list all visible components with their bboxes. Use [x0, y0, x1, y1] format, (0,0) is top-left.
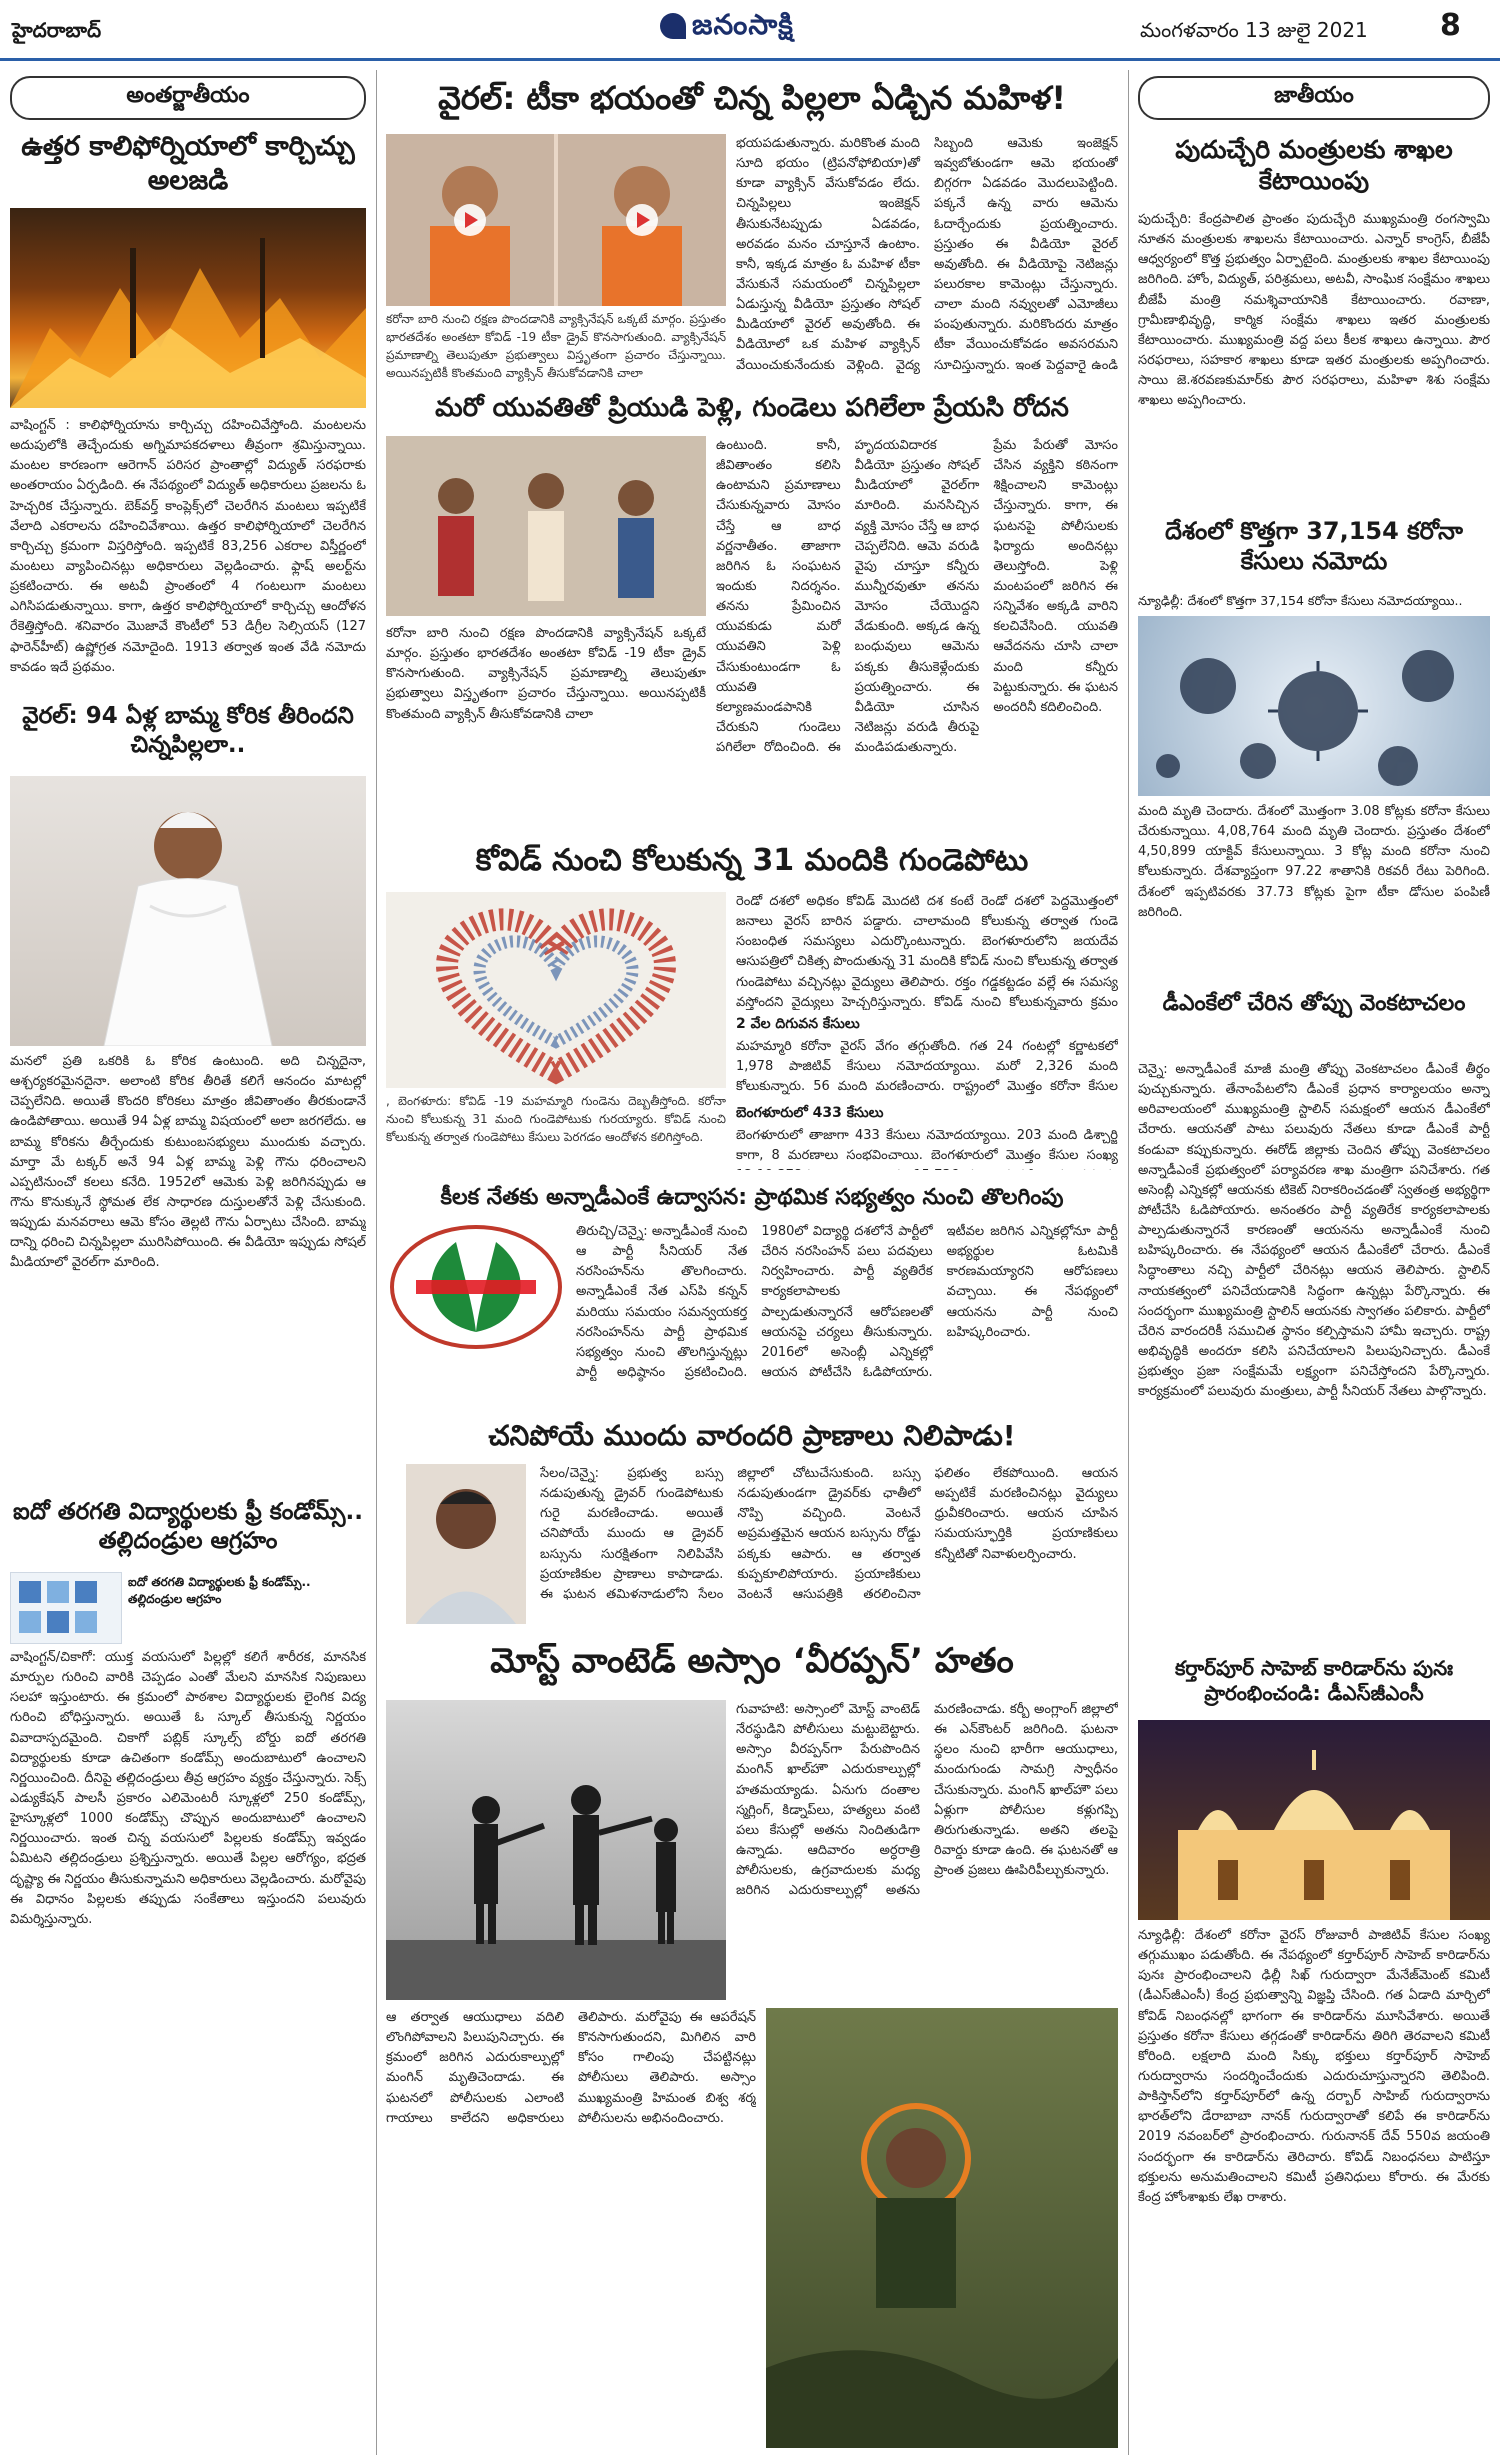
gurdwara-night-photo	[1138, 1720, 1490, 1920]
wildfire-photo	[10, 208, 366, 408]
article-bus-driver: సేలం/చెన్నై: ప్రభుత్వ బస్సు నడుపుతున్న డ్రైవర్ గుండెపోటుకు గురై మరణించాడు. అయితే చనిపోయే ముందు ఆ డ్రైవర్ బస్సును సురక్షితంగా నిలిపివేసి ప్రయాణికుల ప్రాణాలు కాపాడాడు. ఈ ఘటన తమిళనాడులోని సేలం జిల్లాలో చోటుచేసుకుంది. బస్సు నడుపుతుండగా డ్రైవర్‌కు ఛాతీలో నొప్పి వచ్చింది. వెంటనే అప్రమత్తమైన ఆయన బస్సును రోడ్డు పక్కకు ఆపారు. ఆ తర్వాత కుప్పకూలిపోయారు. ప్రయాణికులు వెంటనే ఆసుపత్రికి తరలించినా ఫలితం లేకపోయింది. ఆయన అప్పటికే మరణించినట్లు వైద్యులు ధ్రువీకరించారు. ఆయన చూపిన సమయస్ఫూర్తికి ప్రయాణికులు కన్నీటితో నివాళులర్పించారు.	[540, 1466, 1118, 1602]
virus-icon	[1138, 616, 1490, 796]
person-icon	[406, 1464, 526, 1624]
heart-icon	[386, 892, 726, 1088]
article-kartarpur: న్యూఢిల్లీ: దేశంలో కరోనా వైరస్ రోజువారీ పాజిటివ్ కేసుల సంఖ్య తగ్గుముఖం పడుతోంది. ఈ నేపథ్యంలో కర్తార్‌పూర్ సాహెబ్ కారిడార్‌ను పునః ప్రారంభించాలని ఢిల్లీ సిఖ్ గురుద్వారా మేనేజ్‌మెంట్ కమిటీ (డీఎస్‌జీఎంసీ) కేంద్ర ప్రభుత్వాన్ని విజ్ఞప్తి చేసింది. గత ఏడాది మార్చిలో కోవిడ్ నిబంధనల్లో భాగంగా ఈ కారిడార్‌ను మూసివేశారు. అయితే ప్రస్తుతం కరోనా కేసులు తగ్గడంతో కారిడార్‌ను తిరిగి తెరవాలని కమిటీ కోరింది. లక్షలాది మంది సిక్కు భక్తులు కర్తార్‌పూర్ సాహెబ్ గురుద్వారాను సందర్శించేందుకు ఎదురుచూస్తున్నారని తెలిపింది. పాకిస్తాన్‌లోని కర్తార్‌పూర్‌లో ఉన్న దర్బార్ సాహిబ్ గురుద్వారాను భారత్‌లోని డేరాబాబా నానక్ గురుద్వారాతో కలిపే ఈ కారిడార్‌ను 2019 నవంబర్‌లో ప్రారంభించారు. గురునానక్ దేవ్ 550వ జయంతి సందర్భంగా ఈ కారిడార్‌ను తెరిచారు. కోవిడ్ నిబంధనలు పాటిస్తూ భక్తులను అనుమతించాలని కమిటీ ప్రతినిధులు కోరారు. ఈ మేరకు కేంద్ర హోంశాఖకు లేఖ రాశారు.	[1138, 1928, 1490, 2205]
article-aiadmk-expulsion: తిరుచ్చి/చెన్నై: అన్నాడీఎంకే నుంచి ఆ పార్టీ సీనియర్ నేత నరసింహన్‌ను తొలగించారు. అన్నాడీఎంకే నేత ఎస్‌పి కన్నన్ మరియు సమయం సమన్వయకర్త నరసింహన్‌ను పార్టీ ప్రాథమిక సభ్యత్వం నుంచి తొలగిస్తున్నట్లు పార్టీ అధిష్ఠానం ప్రకటించింది. 1980లో విద్యార్థి దశలోనే పార్టీలో చేరిన నరసింహన్ పలు పదవులు నిర్వహించారు. పార్టీ వ్యతిరేక కార్యకలాపాలకు పాల్పడుతున్నారనే ఆరోపణలతో ఆయనపై చర్యలు తీసుకున్నారు. 2016లో అసెంబ్లీ ఎన్నికల్లో ఆయన పోటీచేసి ఓడిపోయారు. ఇటీవల జరిగిన ఎన్నికల్లోనూ పార్టీ అభ్యర్థుల ఓటమికి కారణమయ్యారని ఆరోపణలు వచ్చాయి. ఈ నేపథ్యంలో ఆయనను పార్టీ నుంచి బహిష్కరించారు.	[576, 1224, 1118, 1380]
article-free-condoms: వాషింగ్టన్‌/చికాగో: యుక్త వయసులో పిల్లల్లో కలిగే శారీరక, మానసిక మార్పుల గురించి వారికి చెప్పడం ఎంతో మేలని మానసిక నిపుణులు సలహా ఇస్తుంటారు. ఈ క్రమంలో పాఠశాల విద్యార్థులకు లైంగిక విద్య గురించి బోధిస్తున్నారు. అయితే ఓ స్కూల్ తీసుకున్న నిర్ణయం వివాదాస్పదమైంది. చికాగో పబ్లిక్ స్కూల్స్‌ బోర్డు ఐదో తరగతి విద్యార్థులకు కూడా ఉచితంగా కండోమ్స్‌ అందుబాటులో ఉంచాలని నిర్ణయించింది. దీనిపై తల్లిదండ్రులు తీవ్ర ఆగ్రహం వ్యక్తం చేస్తున్నారు. సెక్స్ ఎడ్యుకేషన్ పాలసీ ప్రకారం ఎలిమెంటరీ స్కూళ్లలో 250 కండోమ్స్‌, హైస్కూళ్లలో 1000 కండోమ్స్‌ చొప్పున అందుబాటులో ఉంచాలని నిర్ణయించారు. ఇంత చిన్న వయసులో పిల్లలకు కండోమ్స్‌ ఇవ్వడం ఏమిటని తల్లిదండ్రులు ప్రశ్నిస్తున్నారు. అయితే పిల్లల ఆరోగ్యం, భద్రత దృష్ట్యా ఈ నిర్ణయం తీసుకున్నామని అధికారులు వెల్లడించారు. మరోవైపు ఈ విధానం పిల్లలకు తప్పుడు సంకేతాలు ఇస్తుందని పలువురు విమర్శిస్తున్నారు.	[10, 1650, 366, 1927]
bus-driver-portrait	[406, 1464, 526, 1624]
soldiers-silhouette-photo	[386, 1700, 726, 2000]
bride-illustration	[10, 776, 366, 1046]
headline-vaccine-fear: వైరల్‌: టీకా భయంతో చిన్న పిల్లలా ఏడ్చిన మహిళ!	[438, 79, 1066, 117]
crying-woman-video-frames	[386, 134, 726, 306]
right-column	[1138, 76, 1490, 206]
column-rule-left	[376, 70, 377, 2455]
crying-woman-illustration	[386, 134, 726, 306]
article-lover-wedding-lead: కరోనా బారి నుంచి రక్షణ పొందడానికి వ్యాక్సినేషన్ ఒక్కటే మార్గం. ప్రస్తుతం భారతదేశం అంతటా కోవిడ్ -19 టీకా డ్రైవ్ కొనసాగుతుంది. వ్యాక్సినేషన్ ప్రమాణాల్ని తెలుపుతూ ప్రభుత్వాలు విస్తృతంగా ప్రచారం చేస్తున్నాయి. అయినప్పటికీ కొంతమంది వ్యాక్సిన్ తీసుకోవడానికి చాలా	[386, 626, 706, 722]
headline-california-fire: ఉత్తర కాలిఫోర్నియాలో కార్చిచ్చు అలజడి	[21, 131, 355, 196]
soldiers-illustration	[386, 1700, 726, 2000]
article-grandmother: మనలో ప్రతి ఒకరికి ఓ కోరిక ఉంటుంది. అది చిన్నదైనా, ఆశ్చర్యకరమైనదైనా. అలాంటి కోరిక తీరితే కలిగే ఆనందం మాటల్లో చెప్పలేనిది. అయితే కొందరి కోరికలు మాత్రం జీవితాంతం తీరకుండానే ఉండిపోతాయి. అయితే 94 ఏళ్ల బామ్మ విషయంలో అలా జరగలేదు. ఆ బామ్మ కోరికను తీర్చేందుకు కుటుంబసభ్యులు ముందుకు వచ్చారు. మార్తా మే టక్కర్ అనే 94 ఏళ్ల బామ్మ పెళ్లి గౌను ధరించాలని ఎప్పటినుంచో కలలు కనేది. 1952లో ఆమెకు పెళ్లి జరిగినప్పుడు ఆ గౌను కొనుక్కునే స్థోమత లేక సాధారణ దుస్తులతోనే పెళ్లి చేసుకుంది. ఇప్పుడు మనవరాలు ఆమె కోసం తెల్లటి గౌను ఏర్పాటు చేసింది. బామ్మ దాన్ని ధరించి చిన్నపిల్లలా మురిసిపోయింది. ఈ వీడియో ఇప్పుడు సోషల్ మీడియాలో వైరల్‌గా మారింది.	[10, 1054, 366, 1271]
coronavirus-illustration	[1138, 616, 1490, 796]
left-column	[10, 76, 366, 208]
covid-cases-lead: న్యూఢిల్లీ: దేశంలో కొత్తగా 37,154 కరోనా కేసులు నమోదయ్యాయి..	[1138, 593, 1463, 608]
headline-covid-heart-attack: కోవిడ్‌ నుంచి కోలుకున్న 31 మందికి గుండెపోటు	[475, 843, 1029, 878]
article-lover-wedding: ఉంటుంది. కానీ, జీవితాంతం కలిసి ఉంటామని ప్రమాణాలు చేసుకున్నవారు మోసం చేస్తే ఆ బాధ వర్ణనాతీతం. తాజాగా జరిగిన ఓ సంఘటన ఇందుకు నిదర్శనం. తనను ప్రేమించిన యువకుడు మరో యువతిని పెళ్లి చేసుకుంటుండగా ఓ యువతి కల్యాణమండపానికి చేరుకుని గుండెలు పగిలేలా రోదించింది. ఈ హృదయవిదారక వీడియో ప్రస్తుతం సోషల్ మీడియాలో వైరల్‌గా మారింది. మనసిచ్చిన వ్యక్తి మోసం చేస్తే ఆ బాధ చెప్పలేనిది. ఆమె వరుడి వైపు చూస్తూ కన్నీరు మున్నీరవుతూ తనను మోసం చేయొద్దని వేడుకుంది. అక్కడ ఉన్న బంధువులు ఆమెను పక్కకు తీసుకెళ్లేందుకు ప్రయత్నించారు. ఈ వీడియో చూసిన నెటిజన్లు వరుడి తీరుపై మండిపడుతున్నారు. ప్రేమ పేరుతో మోసం చేసిన వ్యక్తిని కఠినంగా శిక్షించాలని కామెంట్లు చేస్తున్నారు. కాగా, ఈ ఘటనపై పోలీసులకు ఫిర్యాదు అందినట్లు తెలుస్తోంది. పెళ్లి మంటపంలో జరిగిన ఈ సన్నివేశం అక్కడి వారిని కలచివేసింది. యువతి ఆవేదనను చూసి చాలా మంది కన్నీరు పెట్టుకున్నారు. ఈ ఘటన అందరినీ కదిలించింది.	[716, 438, 1118, 756]
article-vaccine-fear: భయపడుతున్నారు. మరికొంత మంది సూది భయం (ట్రిపనోఫోబియా)తో కూడా వ్యాక్సిన్ వేసుకోవడం లేదు. చిన్నపిల్లలు ఇంజెక్షన్ తీసుకునేటప్పుడు ఏడవడం, అరవడం మనం చూస్తూనే ఉంటాం. కానీ, ఇక్కడ మాత్రం ఓ మహిళ టీకా వేసుకునే సమయంలో చిన్నపిల్లలా ఏడుస్తున్న వీడియో ప్రస్తుతం సోషల్ మీడియాలో వైరల్ అవుతోంది. ఈ వీడియోలో ఒక మహిళ వ్యాక్సిన్ వేయించుకునేందుకు వెళ్లింది. వైద్య సిబ్బంది ఆమెకు ఇంజెక్షన్ ఇవ్వబోతుండగా ఆమె భయంతో బిగ్గరగా ఏడవడం మొదలుపెట్టింది. పక్కనే ఉన్న వారు ఆమెను ఓదార్చేందుకు ప్రయత్నించారు. ప్రస్తుతం ఈ వీడియో వైరల్ అవుతోంది. ఈ వీడియోపై నెటిజన్లు పలురకాల కామెంట్లు చేస్తున్నారు. చాలా మంది నవ్వులతో ఎమోజీలు పంపుతున్నారు. మరికొందరు మాత్రం టీకా వేయించుకోవడం అవసరమని సూచిస్తున్నారు. ఇంత పెద్దవారై ఉండి	[736, 136, 1118, 373]
article-assam-veerappan-continued: ఆ తర్వాత ఆయుధాలు వదిలి లొంగిపోవాలని పిలుపునిచ్చారు. ఈ క్రమంలో జరిగిన ఎదురుకాల్పుల్లో మంగిన్ మృతిచెందాడు. ఈ ఘటనలో పోలీసులకు ఎలాంటి గాయాలు కాలేదని అధికారులు తెలిపారు. మరోవైపు ఈ ఆపరేషన్ కొనసాగుతుందని, మిగిలిన వారి కోసం గాలింపు చేపట్టినట్లు పోలీసులు తెలిపారు. అస్సాం ముఖ్యమంత్రి హిమంత బిశ్వ శర్మ పోలీసులను అభినందించారు.	[386, 2010, 756, 2126]
encounter-photo	[766, 2008, 1118, 2448]
article-assam-veerappan: గువాహటి: అస్సాంలో మోస్ట్ వాంటెడ్ నేరస్థుడిని పోలీసులు మట్టుబెట్టారు. అస్సాం వీరప్పన్‌గా పేరుపొందిన మంగిన్ ఖాల్‌హౌ ఎదురుకాల్పుల్లో హతమయ్యాడు. ఏనుగు దంతాల స్మగ్లింగ్, కిడ్నాప్‌లు, హత్యలు వంటి పలు కేసుల్లో అతను నిందితుడిగా ఉన్నాడు. ఆదివారం అర్ధరాత్రి పోలీసులకు, ఉగ్రవాదులకు మధ్య జరిగిన ఎదురుకాల్పుల్లో అతను మరణించాడు. కర్బీ అంగ్లాంగ్ జిల్లాలో ఈ ఎన్‌కౌంటర్ జరిగింది. ఘటనా స్థలం నుంచి భారీగా ఆయుధాలు, మందుగుండు సామగ్రి స్వాధీనం చేసుకున్నారు. మంగిన్ ఖాల్‌హౌ పలు ఏళ్లుగా పోలీసుల కళ్లుగప్పి తిరుగుతున్నాడు. అతని తలపై రివార్డు కూడా ఉంది. ఈ ఘటనతో ఆ ప్రాంత ప్రజలు ఊపిరిపీల్చుకున్నారు.	[736, 1702, 1118, 1899]
article-covid-heart	[736, 892, 1118, 1172]
headline-free-condoms: ఐదో తరగతి విద్యార్థులకు ఫ్రీ కండోమ్స్‌.. తల్లిదండ్రుల ఆగ్రహం	[13, 1499, 363, 1554]
two-leaves-icon	[386, 1222, 566, 1352]
headline-kartarpur: కర్తార్‌పూర్‌ సాహెబ్‌ కారిడార్‌ను పునః ప్రారంభించండి: డీఎస్‌జీఎంసీ	[1174, 1656, 1454, 1705]
article-puducherry: పుదుచ్చేరి: కేంద్రపాలిత ప్రాంతం పుదుచ్చేరి ముఖ్యమంత్రి రంగస్వామి నూతన మంత్రులకు శాఖలను కేటాయించారు. ఎన్నార్ కాంగ్రెస్, బీజేపీ ఆధ్వర్యంలో కొత్త ప్రభుత్వం ఏర్పాటైంది. మంత్రులకు శాఖల కేటాయింపు జరిగింది. హోం, విద్యుత్, పరిశ్రమలు, అటవీ, సాంఘిక సంక్షేమం శాఖలు బీజేపీ మంత్రి నమశ్శివాయానికి కేటాయించారు. రవాణా, గ్రామీణాభివృద్ధి, కార్మిక సంక్షేమ శాఖలు ఇతర మంత్రులకు కేటాయించారు. ముఖ్యమంత్రి వద్ద పలు కీలక శాఖలు ఉన్నాయి. పౌర సరఫరాలు, సహకార శాఖలు కూడా ఇతర మంత్రులకు అప్పగించారు. సాయి జె.శరవణకుమార్‌కు పౌర సరఫరాలు, మహిళా శిశు సంక్షేమ శాఖలు అప్పగించారు.	[1138, 212, 1490, 409]
article-covid-cases: మంది మృతి చెందారు. దేశంలో మొత్తంగా 3.08 కోట్లకు కరోనా కేసులు చేరుకున్నాయి. 4,08,764 మంది మృతి చెందారు. ప్రస్తుతం దేశంలో 4,50,899 యాక్టివ్ కేసులున్నాయి. 3 కోట్ల మంది కరోనా నుంచి కోలుకున్నారు. దేశవ్యాప్తంగా 97.22 శాతానికి రికవరీ రేటు పెరిగింది. దేశంలో ఇప్పటివరకు 37.73 కోట్లకు పైగా టీకా డోసుల పంపిణీ జరిగింది.	[1138, 804, 1490, 920]
headline-lover-wedding: మరో యువతితో ప్రియుడి పెళ్లి, గుండెలు పగిలేలా ప్రేయసి రోదన	[435, 393, 1069, 423]
headline-bus-driver: చనిపోయే ముందు వారందరి ప్రాణాలు నిలిపాడు!	[488, 1419, 1016, 1452]
subhead-below-2000: 2 వేల దిగువన కేసులు	[736, 1016, 860, 1032]
article-bengaluru-cases: బెంగళూరులో తాజాగా 433 కేసులు నమోదయ్యాయి. 203 మంది డిశ్చార్జి కాగా, 8 మరణాలు సంభవించాయి. బెంగళూరులో మొత్తం కేసుల సంఖ్య	[736, 1128, 1118, 1164]
headline-covid-cases: దేశంలో కొత్తగా 37,154 కరోనా కేసులు నమోదు	[1165, 517, 1463, 575]
wedding-illustration	[386, 436, 706, 616]
section-international: అంతర్జాతీయం	[10, 76, 366, 120]
caption-covid-heart: , బెంగళూరు: కోవిడ్ -19 మహమ్మారి గుండెను దెబ్బతీస్తోంది. కరోనా నుంచి కోలుకున్న 31 మంది గుండెపోటుకు గురయ్యారు. కోవిడ్ నుంచి కోలుకున్న తర్వాత గుండెపోటు కేసులు పెరగడం ఆందోళన కలిగిస్తోంది.	[386, 1094, 726, 1144]
section-national: జాతీయం	[1138, 76, 1490, 120]
school-infographic	[10, 1572, 122, 1644]
two-leaves-party-symbol	[386, 1222, 566, 1352]
masthead	[0, 0, 1500, 61]
logo-icon	[660, 13, 686, 39]
subhead-bengaluru-cases: బెంగళూరులో 433 కేసులు	[736, 1105, 884, 1121]
masthead-date: మంగళవారం 13 జులై 2021	[1140, 18, 1368, 42]
gurdwara-illustration	[1138, 1720, 1490, 1920]
infographic-icon	[11, 1573, 121, 1643]
article-venkatachalam: చెన్నై: అన్నాడీఎంకే మాజీ మంత్రి తోప్పు వెంకటాచలం డీఎంకే తీర్థం పుచ్చుకున్నారు. తేనాంపేటలోని డీఎంకే ప్రధాన కార్యాలయం అన్నా అరివాలయంలో ముఖ్యమంత్రి స్టాలిన్ సమక్షంలో ఆయన డీఎంకేలో చేరారు. ఆయనతో పాటు పలువురు నేతలు కూడా డీఎంకే పార్టీ కండువా కప్పుకున్నారు. ఈరోడ్ జిల్లాకు చెందిన తోప్పు వెంకటాచలం అన్నాడీఎంకే ప్రభుత్వంలో పర్యావరణ శాఖ మంత్రిగా పనిచేశారు. గత అసెంబ్లీ ఎన్నికల్లో ఆయనకు టికెట్ నిరాకరించడంతో స్వతంత్ర అభ్యర్థిగా పోటీచేసి ఓడిపోయారు. అనంతరం పార్టీ వ్యతిరేక కార్యకలాపాలకు పాల్పడుతున్నారనే కారణంతో ఆయనను అన్నాడీఎంకే నుంచి బహిష్కరించారు. ఈ నేపథ్యంలో ఆయన డీఎంకేలో చేరారు. డీఎంకే సిద్ధాంతాలు నచ్చి పార్టీలో చేరినట్లు ఆయన తెలిపారు. స్టాలిన్ నాయకత్వంలో పనిచేయడానికి సిద్ధంగా ఉన్నట్లు పేర్కొన్నారు. ఈ సందర్భంగా ముఖ్యమంత్రి స్టాలిన్ ఆయనకు స్వాగతం పలికారు. పార్టీలో చేరిన వారందరికీ సముచిత స్థానం కల్పిస్తామని హామీ ఇచ్చారు. రాష్ట్ర అభివృద్ధికి అందరూ కలిసి పనిచేయాలని పిలుపునిచ్చారు. డీఎంకే ప్రభుత్వం ప్రజా సంక్షేమమే లక్ష్యంగా పనిచేస్తోందని పేర్కొన్నారు. కార్యక్రమంలో పలువురు మంత్రులు, పార్టీ సీనియర్ నేతలు పాల్గొన్నారు.	[1138, 1062, 1490, 1400]
article-california-fire: వాషింగ్టన్ : కాలిఫోర్నియాను కార్చిచ్చు దహించివేస్తోంది. మంటలను అదుపులోకి తెచ్చేందుకు అగ్నిమాపకదళాలు తీవ్రంగా శ్రమిస్తున్నాయి. మంటల కారణంగా ఆరెగాన్ పరిసర ప్రాంతాల్లో విద్యుత్ సరఫరాకు అంతరాయం ఏర్పడింది. ఈ నేపథ్యంలో విద్యుత్ అధికారులు ప్రజలను ఓ హెచ్చరిక చేస్తున్నారు. బెక్‌వర్త్ కాంప్లెక్స్‌లో చెలరేగిన మంటలు ఇప్పటికే వేలాది ఎకరాలను దహించివేశాయి. ఉత్తర కాలిఫోర్నియాలో చెలరేగిన కార్చిచ్చు క్రమంగా విస్తరిస్తోంది. ఇప్పటికే 83,256 ఎకరాల విస్తీర్ణంలో మంటలు వ్యాపించినట్లు అధికారులు వెల్లడించారు. ఫ్లాష్ అలర్ట్‌ను ప్రకటించారు. ఈ అటవీ ప్రాంతంలో 4 గంటలుగా మంటలు ఎగిసిపడుతున్నాయి. కాగా, ఉత్తర కాలిఫోర్నియాలో కార్చిచ్చు ఆందోళన రేకెత్తిస్తోంది. శనివారం మొజావే కౌంటీలో 53 డిగ్రీల సెల్సియస్ (127 ఫారెన్‌హీట్) ఉష్ణోగ్రత నమోదైంది. 1913 తర్వాత ఇంత వేడి నమోదు కావడం ఇదే ప్రథమం.	[10, 418, 366, 675]
newspaper-logo	[660, 8, 794, 48]
masthead-city: హైదరాబాద్	[12, 18, 102, 42]
headline-aiadmk-expulsion: కీలక నేతకు అన్నాడీఎంకే ఉద్వాసన: ప్రాథమిక సభ్యత్వం నుంచి తొలగింపు	[440, 1185, 1064, 1210]
column-rule-right	[1128, 70, 1129, 2455]
wedding-crowd-photo	[386, 436, 706, 616]
headline-puducherry: పుదుచ్చేరి మంత్రులకు శాఖల కేటాయింపు	[1175, 135, 1453, 196]
caption-vaccine-fear: కరోనా బారి నుంచి రక్షణ పొందడానికి వ్యాక్సినేషన్ ఒక్కటే మార్గం. ప్రస్తుతం భారతదేశం అంతటా కోవిడ్ -19 టీకా డ్రైవ్ కొనసాగుతుంది. వ్యాక్సినేషన్ ప్రమాణాల్ని తెలుపుతూ ప్రభుత్వాలు విస్తృతంగా ప్రచారం చేస్తున్నాయి. అయినప్పటికీ కొంతమంది వ్యాక్సిన్ తీసుకోవడానికి చాలా	[386, 312, 726, 380]
headline-venkatachalam: డీఎంకేలో చేరిన తోప్పు వెంకటాచలం	[1162, 991, 1466, 1016]
newspaper-name: జనంసాక్షి	[692, 8, 794, 41]
article-covid-heart-body: రెండో దశలో అధికం కోవిడ్ మొదటి దశ కంటే రెండో దశలో పెద్దమొత్తంలో జనాలు వైరస్ బారిన పడ్డారు. చాలామంది కోలుకున్న తర్వాత గుండె సంబంధిత సమస్యలు ఎదుర్కొంటున్నారు. బెంగళూరులోని జయదేవ ఆసుపత్రిలో చికిత్స పొందుతున్న 31 మందికి కోవిడ్ నుంచి కోలుకున్న తర్వాత గుండెపోటు వచ్చినట్లు వైద్యులు తెలిపారు. రక్తం గడ్డకట్టడం వల్లే ఈ సమస్య వస్తోందని వైద్యులు హెచ్చరిస్తున్నారు. కోవిడ్ నుంచి కోలుకున్నవారు క్రమం	[736, 894, 1118, 1010]
heart-crowd-illustration	[386, 892, 726, 1088]
headline-assam-veerappan: మోస్ట్‌ వాంటెడ్‌ అస్సాం ‘వీరప్పన్‌’ హతం	[490, 1641, 1014, 1681]
fire-illustration	[10, 208, 366, 408]
grandmother-wedding-gown-photo	[10, 776, 366, 1046]
encounter-illustration	[766, 2008, 1118, 2448]
article-below-2000: మహమ్మారి కరోనా వైరస్ వేగం తగ్గుతోంది. గత 24 గంటల్లో కర్ణాటకలో 1,978 పాజిటివ్ కేసులు నమోదయ్యాయి. మరో 2,326 మంది కోలుకున్నారు. 56 మంది మరణించారు. రాష్ట్రంలో మొత్తం కరోనా కేసుల	[736, 1039, 1118, 1095]
headline-grandmother: వైరల్: 94 ఏళ్ల బామ్మ కోరిక తీరిందని చిన్నపిల్లలా..	[22, 703, 354, 758]
condom-kicker: ఐదో తరగతి విద్యార్థులకు ఫ్రీ కండోమ్స్‌.. తల్లిదండ్రుల ఆగ్రహం	[128, 1575, 311, 1607]
page-number: 8	[1440, 8, 1461, 43]
